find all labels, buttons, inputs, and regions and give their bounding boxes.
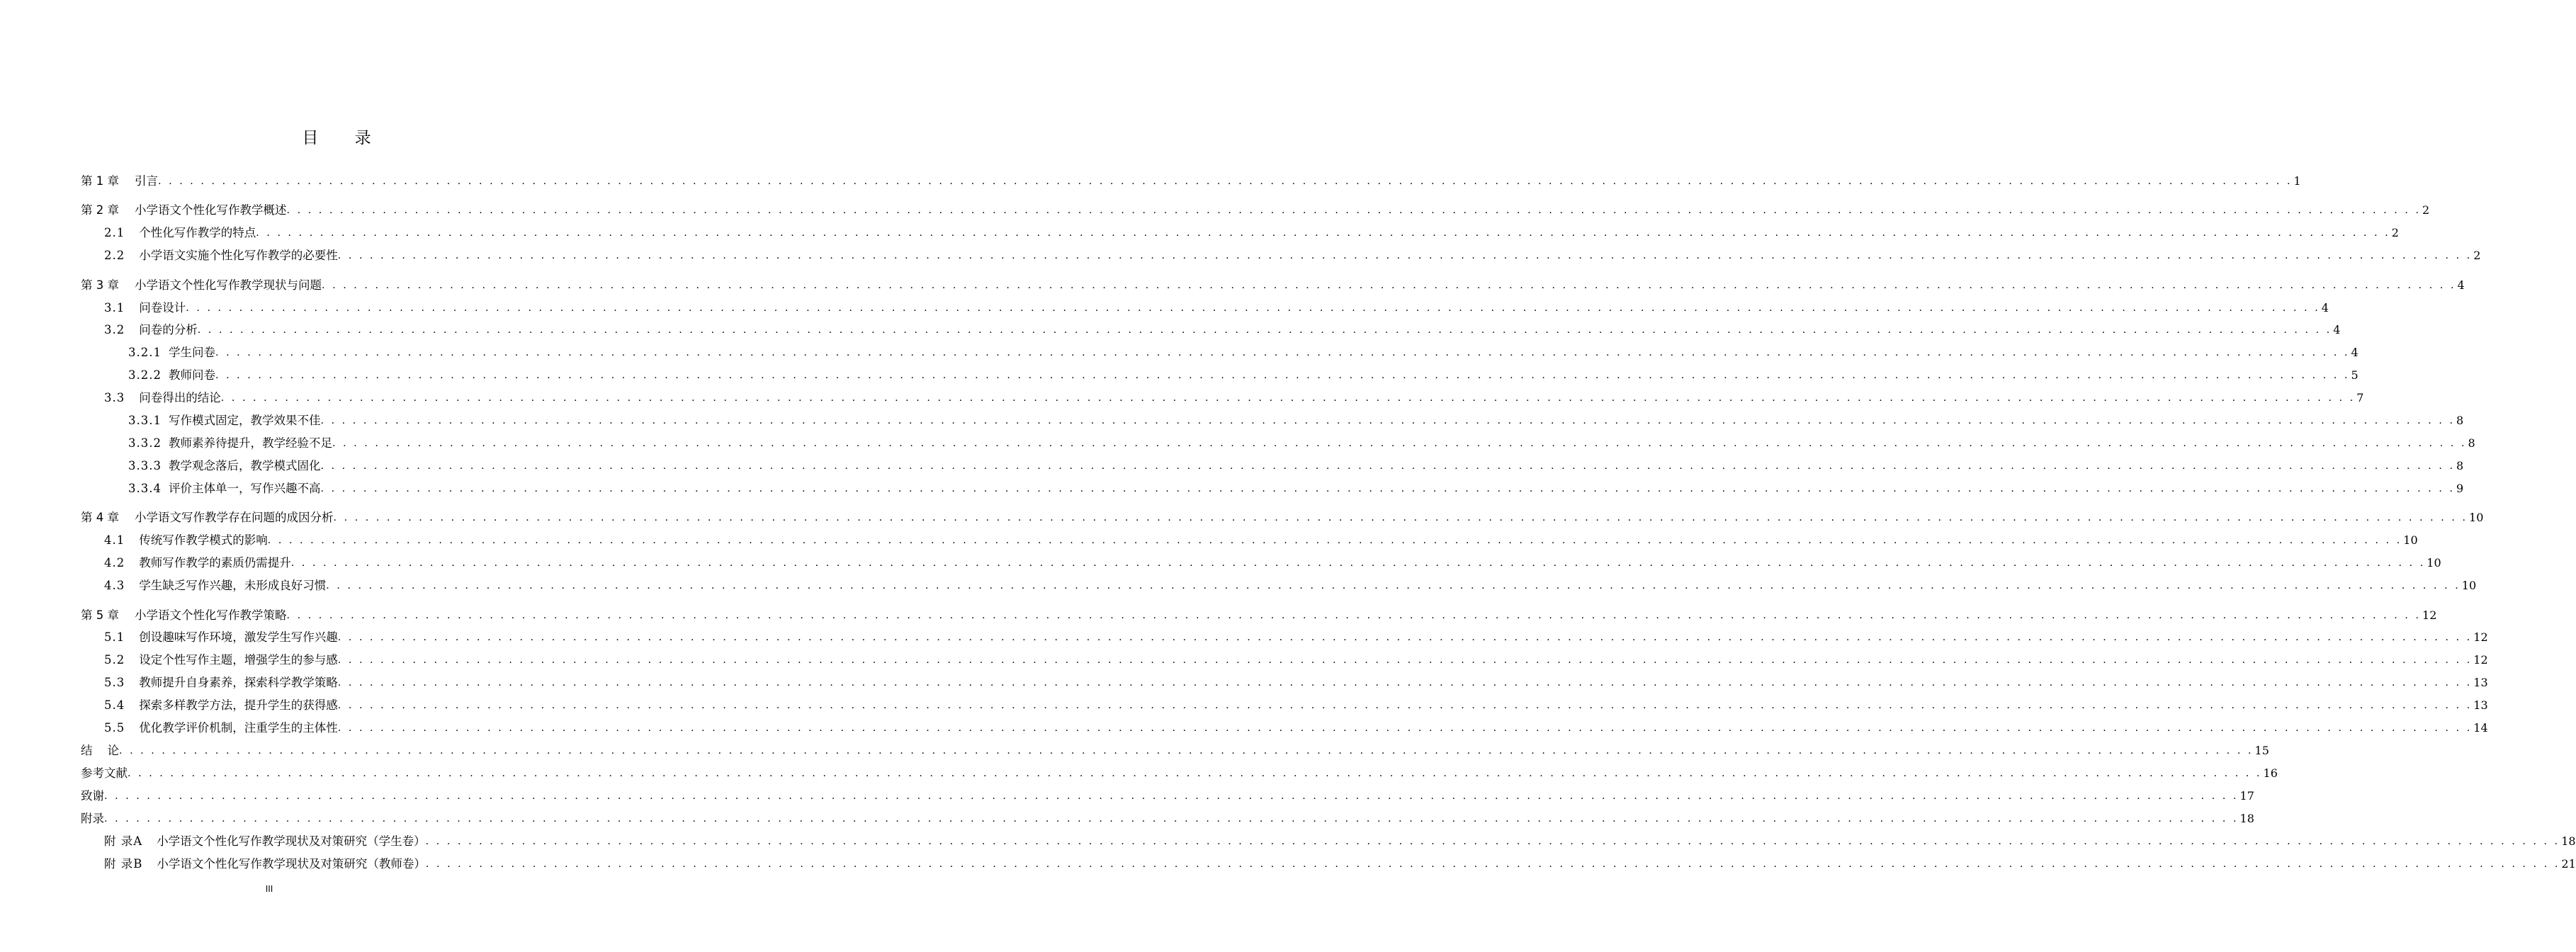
toc-entry[interactable]: [104, 299, 2329, 317]
toc-entry-page: 8: [2456, 459, 2464, 472]
toc-leader-dots: . . . . . . . . . . . . . . . . . . . . . . . . . . . . . . . . . . . . . . . . . . . . . . . . . . . . . . . . . . . . . . . . . . . . . . . . . . . . . . . . . . . . . . . . . . . . . . . . . . . . . . . . . . . . . . . . . . . . . . . . . . . . . . . . . . . . . . . . . . . . . . . . . . . . . . . . . . . . . . . . . . . . . . . . . . . . . . . . . . . . . . . . . . . . . . . . . . . . . . . .: [118, 745, 2254, 756]
toc-entry-label: 探索多样教学方法，提升学生的获得感: [139, 698, 338, 712]
toc-entry-page: 10: [2469, 511, 2484, 524]
toc-entry-number: 3.2: [104, 323, 125, 336]
toc-entry-number: 3.3.3: [128, 459, 162, 472]
toc-leader-dots: . . . . . . . . . . . . . . . . . . . . . . . . . . . . . . . . . . . . . . . . . . . . . . . . . . . . . . . . . . . . . . . . . . . . . . . . . . . . . . . . . . . . . . . . . . . . . . . . . . . . . . . . . . . . . . . . . . . . . . . . . . . . . . . . . . . . . . . . . . . . . . . . . . . . . . . . . . . . . . . . . . . . . . . . . . . . . . . . . . . . . . . . . . . . . . . . . . . . . . . .: [220, 392, 2356, 404]
toc-entry-number: 第 1 章: [81, 174, 119, 188]
toc-entry[interactable]: [104, 321, 2341, 339]
toc-entry-label: 写作模式固定，教学效果不佳: [168, 414, 321, 427]
toc-leader-dots: . . . . . . . . . . . . . . . . . . . . . . . . . . . . . . . . . . . . . . . . . . . . . . . . . . . . . . . . . . . . . . . . . . . . . . . . . . . . . . . . . . . . . . . . . . . . . . . . . . . . . . . . . . . . . . . . . . . . . . . . . . . . . . . . . . . . . . . . . . . . . . . . . . . . . . . . . . . . . . . . . . . . . . . . . . . . . . . . . . . . . . . . . . . . . . . . . . . . . . . .: [104, 790, 2239, 802]
toc-entry-page: 14: [2473, 721, 2488, 735]
toc-entry-label: 教师问卷: [168, 368, 215, 382]
toc-entry-label: 小学语文写作教学存在问题的成因分析: [135, 511, 334, 524]
toc-entry-page: 5: [2351, 368, 2358, 382]
toc-entry[interactable]: [81, 810, 2254, 828]
toc-leader-dots: . . . . . . . . . . . . . . . . . . . . . . . . . . . . . . . . . . . . . . . . . . . . . . . . . . . . . . . . . . . . . . . . . . . . . . . . . . . . . . . . . . . . . . . . . . . . . . . . . . . . . . . . . . . . . . . . . . . . . . . . . . . . . . . . . . . . . . . . . . . . . . . . . . . . . . . . . . . . . . . . . . . . . . . . . . . . . . . . . . . . . . . . . . . . . . . . . . . . . . . .: [158, 176, 2293, 187]
toc-entry-page: 9: [2456, 482, 2464, 495]
toc-entry-label: 小学语文个性化写作教学概述: [135, 203, 287, 217]
toc-entry-page: 21: [2561, 857, 2576, 871]
toc-leader-dots: . . . . . . . . . . . . . . . . . . . . . . . . . . . . . . . . . . . . . . . . . . . . . . . . . . . . . . . . . . . . . . . . . . . . . . . . . . . . . . . . . . . . . . . . . . . . . . . . . . . . . . . . . . . . . . . . . . . . . . . . . . . . . . . . . . . . . . . . . . . . . . . . . . . . . . . . . . . . . . . . . . . . . . . . . . . . . . . . . . . . . . . . . . . . . . . . . . . . . . . .: [320, 415, 2456, 426]
toc-entry-number: 附 录B: [104, 857, 143, 871]
toc-entry[interactable]: [104, 651, 2488, 669]
toc-entry-label: 小学语文个性化写作教学现状及对策研究（学生卷）: [157, 834, 426, 848]
toc-leader-dots: . . . . . . . . . . . . . . . . . . . . . . . . . . . . . . . . . . . . . . . . . . . . . . . . . . . . . . . . . . . . . . . . . . . . . . . . . . . . . . . . . . . . . . . . . . . . . . . . . . . . . . . . . . . . . . . . . . . . . . . . . . . . . . . . . . . . . . . . . . . . . . . . . . . . . . . . . . . . . . . . . . . . . . . . . . . . . . . . . . . . . . . . . . . . . . . . . . . . . . . .: [337, 654, 2473, 666]
toc-entry[interactable]: [128, 344, 2358, 362]
toc-entry-label: 附录: [81, 812, 104, 825]
toc-leader-dots: . . . . . . . . . . . . . . . . . . . . . . . . . . . . . . . . . . . . . . . . . . . . . . . . . . . . . . . . . . . . . . . . . . . . . . . . . . . . . . . . . . . . . . . . . . . . . . . . . . . . . . . . . . . . . . . . . . . . . . . . . . . . . . . . . . . . . . . . . . . . . . . . . . . . . . . . . . . . . . . . . . . . . . . . . . . . . . . . . . . . . . . . . . . . . . . . . . . . . . . .: [337, 677, 2473, 688]
toc-entry-label: 问卷得出的结论: [139, 391, 221, 404]
toc-entry-number: 3.1: [104, 301, 125, 314]
toc-entry-page: 2: [2473, 249, 2481, 262]
toc-leader-dots: . . . . . . . . . . . . . . . . . . . . . . . . . . . . . . . . . . . . . . . . . . . . . . . . . . . . . . . . . . . . . . . . . . . . . . . . . . . . . . . . . . . . . . . . . . . . . . . . . . . . . . . . . . . . . . . . . . . . . . . . . . . . . . . . . . . . . . . . . . . . . . . . . . . . . . . . . . . . . . . . . . . . . . . . . . . . . . . . . . . . . . . . . . . . . . . . . . . . . . . .: [104, 813, 2239, 824]
toc-entry-number: 3.3.4: [128, 482, 162, 495]
toc-entry-page: 4: [2457, 278, 2465, 292]
toc-entry-page: 10: [2461, 579, 2477, 592]
toc-entry[interactable]: [104, 855, 2576, 873]
toc-entry-number: 2.1: [104, 226, 125, 239]
toc-entry-label: 教学观念落后，教学模式固化: [168, 459, 321, 472]
toc-entry[interactable]: [128, 457, 2464, 475]
toc-entry-page: 16: [2263, 766, 2278, 780]
toc-entry-page: 1: [2293, 174, 2301, 188]
toc-entry-label: 优化教学评价机制，注重学生的主体性: [139, 721, 338, 735]
toc-entry[interactable]: [104, 832, 2576, 851]
toc-entry[interactable]: [81, 764, 2278, 783]
toc-entry-label: 小学语文个性化写作教学现状及对策研究（教师卷）: [157, 857, 426, 871]
toc-entry[interactable]: [81, 787, 2254, 805]
toc-entry[interactable]: [104, 628, 2488, 647]
toc-entry-label: 引言: [135, 174, 158, 188]
toc-entry[interactable]: [81, 606, 2437, 625]
toc-leader-dots: . . . . . . . . . . . . . . . . . . . . . . . . . . . . . . . . . . . . . . . . . . . . . . . . . . . . . . . . . . . . . . . . . . . . . . . . . . . . . . . . . . . . . . . . . . . . . . . . . . . . . . . . . . . . . . . . . . . . . . . . . . . . . . . . . . . . . . . . . . . . . . . . . . . . . . . . . . . . . . . . . . . . . . . . . . . . . . . . . . . . . . . . . . . . . . . . . . . . . . . .: [290, 557, 2426, 569]
toc-entry[interactable]: [128, 434, 2475, 453]
toc-entry-label: 教师提升自身素养，探索科学教学策略: [139, 676, 338, 689]
toc-entry[interactable]: [128, 366, 2358, 385]
toc-entry-page: 12: [2473, 630, 2488, 644]
toc-leader-dots: . . . . . . . . . . . . . . . . . . . . . . . . . . . . . . . . . . . . . . . . . . . . . . . . . . . . . . . . . . . . . . . . . . . . . . . . . . . . . . . . . . . . . . . . . . . . . . . . . . . . . . . . . . . . . . . . . . . . . . . . . . . . . . . . . . . . . . . . . . . . . . . . . . . . . . . . . . . . . . . . . . . . . . . . . . . . . . . . . . . . . . . . . . . . . . . . . . . . . . . .: [215, 347, 2350, 358]
toc-leader-dots: . . . . . . . . . . . . . . . . . . . . . . . . . . . . . . . . . . . . . . . . . . . . . . . . . . . . . . . . . . . . . . . . . . . . . . . . . . . . . . . . . . . . . . . . . . . . . . . . . . . . . . . . . . . . . . . . . . . . . . . . . . . . . . . . . . . . . . . . . . . . . . . . . . . . . . . . . . . . . . . . . . . . . . . . . . . . . . . . . . . . . . . . . . . . . . . . . . . . . . . .: [425, 858, 2560, 870]
toc-entry[interactable]: [81, 172, 2301, 191]
toc-entry-label: 创设趣味写作环境，激发学生写作兴趣: [139, 630, 338, 644]
toc-entry-number: 3.2.2: [128, 368, 162, 382]
toc-entry-number: 3.2.1: [128, 346, 162, 359]
toc-entry-label: 教师素养待提升，教学经验不足: [168, 436, 332, 450]
toc-entry[interactable]: [104, 577, 2477, 595]
toc-entry[interactable]: [81, 742, 2269, 760]
toc-leader-dots: . . . . . . . . . . . . . . . . . . . . . . . . . . . . . . . . . . . . . . . . . . . . . . . . . . . . . . . . . . . . . . . . . . . . . . . . . . . . . . . . . . . . . . . . . . . . . . . . . . . . . . . . . . . . . . . . . . . . . . . . . . . . . . . . . . . . . . . . . . . . . . . . . . . . . . . . . . . . . . . . . . . . . . . . . . . . . . . . . . . . . . . . . . . . . . . . . . . . . . . .: [337, 722, 2473, 734]
toc-entry-label: 教师写作教学的素质仍需提升: [139, 556, 291, 570]
toc-entry[interactable]: [81, 276, 2465, 295]
toc-entry-number: 4.2: [104, 556, 125, 570]
toc-entry-page: 17: [2239, 789, 2254, 803]
toc-entry-page: 12: [2473, 653, 2488, 667]
toc-entry[interactable]: [104, 224, 2399, 242]
toc-entry-label: 小学语文实施个性化写作教学的必要性: [139, 249, 338, 262]
toc-entry-number: 第 4 章: [81, 511, 119, 524]
toc-entry-label: 问卷的分析: [139, 323, 198, 336]
toc-entry-label: 个性化写作教学的特点: [139, 226, 256, 239]
toc-entry-page: 8: [2468, 436, 2475, 450]
toc-entry-number: 第 2 章: [81, 203, 119, 217]
toc-entry-label: 致谢: [81, 789, 104, 803]
toc-entry-number: 2.2: [104, 249, 125, 262]
page-number: III: [265, 884, 273, 894]
toc-entry[interactable]: [104, 531, 2418, 550]
toc-entry-page: 13: [2473, 676, 2488, 689]
toc-entry-label: 小学语文个性化写作教学策略: [135, 608, 287, 622]
toc-entry-page: 12: [2422, 608, 2437, 622]
toc-leader-dots: . . . . . . . . . . . . . . . . . . . . . . . . . . . . . . . . . . . . . . . . . . . . . . . . . . . . . . . . . . . . . . . . . . . . . . . . . . . . . . . . . . . . . . . . . . . . . . . . . . . . . . . . . . . . . . . . . . . . . . . . . . . . . . . . . . . . . . . . . . . . . . . . . . . . . . . . . . . . . . . . . . . . . . . . . . . . . . . . . . . . . . . . . . . . . . . . . . . . . . . .: [215, 370, 2350, 381]
toc-entry-number: 4.3: [104, 579, 125, 592]
toc-entry-page: 4: [2333, 323, 2341, 336]
toc-entry-label: 结 论: [81, 744, 119, 757]
toc-entry-page: 8: [2456, 414, 2464, 427]
toc-entry[interactable]: [104, 674, 2488, 692]
toc-entry-page: 4: [2321, 301, 2329, 314]
toc-leader-dots: . . . . . . . . . . . . . . . . . . . . . . . . . . . . . . . . . . . . . . . . . . . . . . . . . . . . . . . . . . . . . . . . . . . . . . . . . . . . . . . . . . . . . . . . . . . . . . . . . . . . . . . . . . . . . . . . . . . . . . . . . . . . . . . . . . . . . . . . . . . . . . . . . . . . . . . . . . . . . . . . . . . . . . . . . . . . . . . . . . . . . . . . . . . . . . . . . . . . . . . .: [425, 836, 2560, 847]
toc-entry-page: 15: [2254, 744, 2269, 757]
toc-entry-number: 第 3 章: [81, 278, 119, 292]
toc-leader-dots: . . . . . . . . . . . . . . . . . . . . . . . . . . . . . . . . . . . . . . . . . . . . . . . . . . . . . . . . . . . . . . . . . . . . . . . . . . . . . . . . . . . . . . . . . . . . . . . . . . . . . . . . . . . . . . . . . . . . . . . . . . . . . . . . . . . . . . . . . . . . . . . . . . . . . . . . . . . . . . . . . . . . . . . . . . . . . . . . . . . . . . . . . . . . . . . . . . . . . . . .: [256, 227, 2390, 239]
toc-entry-page: 18: [2561, 834, 2576, 848]
toc-entry[interactable]: [104, 719, 2488, 737]
page-title: 目 录: [302, 129, 387, 147]
toc-entry-label: 问卷设计: [139, 301, 186, 314]
toc-entry-number: 5.3: [104, 676, 125, 689]
toc-entry[interactable]: [81, 201, 2430, 220]
toc-entry[interactable]: [104, 696, 2488, 715]
toc-entry[interactable]: [128, 480, 2464, 498]
toc-entry-label: 学生缺乏写作兴趣，未形成良好习惯: [139, 579, 327, 592]
toc-entry-label: 传统写作教学模式的影响: [139, 533, 268, 547]
toc-leader-dots: . . . . . . . . . . . . . . . . . . . . . . . . . . . . . . . . . . . . . . . . . . . . . . . . . . . . . . . . . . . . . . . . . . . . . . . . . . . . . . . . . . . . . . . . . . . . . . . . . . . . . . . . . . . . . . . . . . . . . . . . . . . . . . . . . . . . . . . . . . . . . . . . . . . . . . . . . . . . . . . . . . . . . . . . . . . . . . . . . . . . . . . . . . . . . . . . . . . . . . . .: [337, 632, 2473, 643]
toc-entry-page: 10: [2403, 533, 2418, 547]
toc-entry-number: 第 5 章: [81, 608, 119, 622]
toc-entry-number: 5.2: [104, 653, 125, 667]
toc-entry-number: 5.1: [104, 630, 125, 644]
toc-leader-dots: . . . . . . . . . . . . . . . . . . . . . . . . . . . . . . . . . . . . . . . . . . . . . . . . . . . . . . . . . . . . . . . . . . . . . . . . . . . . . . . . . . . . . . . . . . . . . . . . . . . . . . . . . . . . . . . . . . . . . . . . . . . . . . . . . . . . . . . . . . . . . . . . . . . . . . . . . . . . . . . . . . . . . . . . . . . . . . . . . . . . . . . . . . . . . . . . . . . . . . . .: [326, 580, 2461, 591]
toc-entry-label: 小学语文个性化写作教学现状与问题: [135, 278, 322, 292]
toc-leader-dots: . . . . . . . . . . . . . . . . . . . . . . . . . . . . . . . . . . . . . . . . . . . . . . . . . . . . . . . . . . . . . . . . . . . . . . . . . . . . . . . . . . . . . . . . . . . . . . . . . . . . . . . . . . . . . . . . . . . . . . . . . . . . . . . . . . . . . . . . . . . . . . . . . . . . . . . . . . . . . . . . . . . . . . . . . . . . . . . . . . . . . . . . . . . . . . . . . . . . . . . .: [337, 250, 2473, 261]
toc-leader-dots: . . . . . . . . . . . . . . . . . . . . . . . . . . . . . . . . . . . . . . . . . . . . . . . . . . . . . . . . . . . . . . . . . . . . . . . . . . . . . . . . . . . . . . . . . . . . . . . . . . . . . . . . . . . . . . . . . . . . . . . . . . . . . . . . . . . . . . . . . . . . . . . . . . . . . . . . . . . . . . . . . . . . . . . . . . . . . . . . . . . . . . . . . . . . . . . . . . . . . . . .: [333, 512, 2468, 523]
toc-entry-number: 5.4: [104, 698, 125, 712]
toc-entry-page: 10: [2427, 556, 2441, 570]
toc-entry-label: 学生问卷: [168, 346, 215, 359]
toc-entry-number: 3.3.1: [128, 414, 162, 427]
toc-entry[interactable]: [104, 554, 2441, 572]
toc-entry-number: 附 录A: [104, 834, 143, 848]
toc-leader-dots: . . . . . . . . . . . . . . . . . . . . . . . . . . . . . . . . . . . . . . . . . . . . . . . . . . . . . . . . . . . . . . . . . . . . . . . . . . . . . . . . . . . . . . . . . . . . . . . . . . . . . . . . . . . . . . . . . . . . . . . . . . . . . . . . . . . . . . . . . . . . . . . . . . . . . . . . . . . . . . . . . . . . . . . . . . . . . . . . . . . . . . . . . . . . . . . . . . . . . . . .: [320, 460, 2456, 472]
toc-entry[interactable]: [104, 246, 2481, 265]
toc-entry-number: 5.5: [104, 721, 125, 735]
toc-entry-page: 13: [2473, 698, 2488, 712]
toc-entry[interactable]: [128, 412, 2464, 430]
toc-entry-page: 7: [2356, 391, 2364, 404]
toc-leader-dots: . . . . . . . . . . . . . . . . . . . . . . . . . . . . . . . . . . . . . . . . . . . . . . . . . . . . . . . . . . . . . . . . . . . . . . . . . . . . . . . . . . . . . . . . . . . . . . . . . . . . . . . . . . . . . . . . . . . . . . . . . . . . . . . . . . . . . . . . . . . . . . . . . . . . . . . . . . . . . . . . . . . . . . . . . . . . . . . . . . . . . . . . . . . . . . . . . . . . . . . .: [267, 535, 2402, 546]
toc-entry-label: 评价主体单一，写作兴趣不高: [168, 482, 321, 495]
toc-entry-number: 4.1: [104, 533, 125, 547]
toc-entry-page: 18: [2239, 812, 2254, 825]
toc-entry[interactable]: [81, 509, 2484, 527]
toc-leader-dots: . . . . . . . . . . . . . . . . . . . . . . . . . . . . . . . . . . . . . . . . . . . . . . . . . . . . . . . . . . . . . . . . . . . . . . . . . . . . . . . . . . . . . . . . . . . . . . . . . . . . . . . . . . . . . . . . . . . . . . . . . . . . . . . . . . . . . . . . . . . . . . . . . . . . . . . . . . . . . . . . . . . . . . . . . . . . . . . . . . . . . . . . . . . . . . . . . . . . . . . .: [337, 700, 2473, 711]
toc-entry-page: 2: [2422, 203, 2430, 217]
toc-entry-label: 参考文献: [81, 766, 128, 780]
toc-entry-number: 3.3.2: [128, 436, 162, 450]
toc-leader-dots: . . . . . . . . . . . . . . . . . . . . . . . . . . . . . . . . . . . . . . . . . . . . . . . . . . . . . . . . . . . . . . . . . . . . . . . . . . . . . . . . . . . . . . . . . . . . . . . . . . . . . . . . . . . . . . . . . . . . . . . . . . . . . . . . . . . . . . . . . . . . . . . . . . . . . . . . . . . . . . . . . . . . . . . . . . . . . . . . . . . . . . . . . . . . . . . . . . . . . . . .: [186, 302, 2320, 314]
toc-leader-dots: . . . . . . . . . . . . . . . . . . . . . . . . . . . . . . . . . . . . . . . . . . . . . . . . . . . . . . . . . . . . . . . . . . . . . . . . . . . . . . . . . . . . . . . . . . . . . . . . . . . . . . . . . . . . . . . . . . . . . . . . . . . . . . . . . . . . . . . . . . . . . . . . . . . . . . . . . . . . . . . . . . . . . . . . . . . . . . . . . . . . . . . . . . . . . . . . . . . . . . . .: [197, 324, 2332, 336]
toc-entry-number: 3.3: [104, 391, 125, 404]
toc-leader-dots: . . . . . . . . . . . . . . . . . . . . . . . . . . . . . . . . . . . . . . . . . . . . . . . . . . . . . . . . . . . . . . . . . . . . . . . . . . . . . . . . . . . . . . . . . . . . . . . . . . . . . . . . . . . . . . . . . . . . . . . . . . . . . . . . . . . . . . . . . . . . . . . . . . . . . . . . . . . . . . . . . . . . . . . . . . . . . . . . . . . . . . . . . . . . . . . . . . . . . . . .: [128, 768, 2262, 779]
toc-entry-page: 2: [2391, 226, 2399, 239]
toc-leader-dots: . . . . . . . . . . . . . . . . . . . . . . . . . . . . . . . . . . . . . . . . . . . . . . . . . . . . . . . . . . . . . . . . . . . . . . . . . . . . . . . . . . . . . . . . . . . . . . . . . . . . . . . . . . . . . . . . . . . . . . . . . . . . . . . . . . . . . . . . . . . . . . . . . . . . . . . . . . . . . . . . . . . . . . . . . . . . . . . . . . . . . . . . . . . . . . . . . . . . . . . .: [332, 438, 2467, 449]
toc-leader-dots: . . . . . . . . . . . . . . . . . . . . . . . . . . . . . . . . . . . . . . . . . . . . . . . . . . . . . . . . . . . . . . . . . . . . . . . . . . . . . . . . . . . . . . . . . . . . . . . . . . . . . . . . . . . . . . . . . . . . . . . . . . . . . . . . . . . . . . . . . . . . . . . . . . . . . . . . . . . . . . . . . . . . . . . . . . . . . . . . . . . . . . . . . . . . . . . . . . . . . . . .: [286, 205, 2422, 216]
toc-entry-page: 4: [2351, 346, 2358, 359]
toc-leader-dots: . . . . . . . . . . . . . . . . . . . . . . . . . . . . . . . . . . . . . . . . . . . . . . . . . . . . . . . . . . . . . . . . . . . . . . . . . . . . . . . . . . . . . . . . . . . . . . . . . . . . . . . . . . . . . . . . . . . . . . . . . . . . . . . . . . . . . . . . . . . . . . . . . . . . . . . . . . . . . . . . . . . . . . . . . . . . . . . . . . . . . . . . . . . . . . . . . . . . . . . .: [320, 483, 2456, 494]
toc-entry[interactable]: [104, 389, 2364, 407]
toc-entry-label: 设定个性写作主题，增强学生的参与感: [139, 653, 338, 667]
toc-leader-dots: . . . . . . . . . . . . . . . . . . . . . . . . . . . . . . . . . . . . . . . . . . . . . . . . . . . . . . . . . . . . . . . . . . . . . . . . . . . . . . . . . . . . . . . . . . . . . . . . . . . . . . . . . . . . . . . . . . . . . . . . . . . . . . . . . . . . . . . . . . . . . . . . . . . . . . . . . . . . . . . . . . . . . . . . . . . . . . . . . . . . . . . . . . . . . . . . . . . . . . . .: [322, 280, 2456, 291]
toc-leader-dots: . . . . . . . . . . . . . . . . . . . . . . . . . . . . . . . . . . . . . . . . . . . . . . . . . . . . . . . . . . . . . . . . . . . . . . . . . . . . . . . . . . . . . . . . . . . . . . . . . . . . . . . . . . . . . . . . . . . . . . . . . . . . . . . . . . . . . . . . . . . . . . . . . . . . . . . . . . . . . . . . . . . . . . . . . . . . . . . . . . . . . . . . . . . . . . . . . . . . . . . .: [286, 610, 2422, 621]
